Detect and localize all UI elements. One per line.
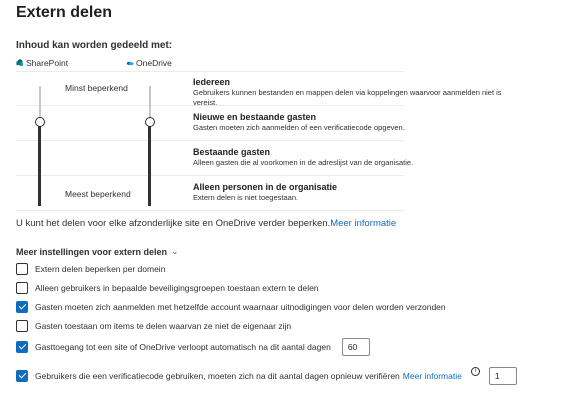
level-new-existing-guests[interactable]: [193, 112, 523, 133]
divider: [16, 140, 404, 141]
level-title: Alleen personen in de organisatie: [193, 182, 338, 192]
level-title: Bestaande gasten: [193, 147, 271, 157]
reverify-days-input[interactable]: 1: [489, 367, 517, 385]
checkbox-limit-by-domain[interactable]: [16, 263, 165, 275]
checkbox-reverify[interactable]: [16, 367, 517, 385]
chevron-down-icon: ⌄: [171, 246, 179, 256]
page-title: Extern delen: [16, 4, 113, 21]
least-restrictive-label: Minst beperkend: [65, 83, 128, 93]
most-restrictive-label: Meest beperkend: [65, 189, 131, 199]
share-with-heading: Inhoud kan worden gedeeld met:: [16, 40, 173, 51]
checkbox[interactable]: [16, 301, 28, 313]
restrict-info-text: U kunt het delen voor elke afzonderlijke site en OneDrive verder beperken.: [16, 218, 331, 229]
level-anyone[interactable]: [193, 77, 523, 108]
learn-more-link[interactable]: Meer informatie: [330, 218, 397, 229]
level-title: Nieuwe en bestaande gasten: [193, 112, 317, 122]
level-description: Gasten moeten zich aanmelden of een verificatiecode opgeven.: [193, 123, 405, 132]
checkbox[interactable]: [16, 320, 28, 332]
level-existing-guests[interactable]: [193, 147, 523, 168]
sharepoint-header: [16, 58, 68, 68]
sharepoint-label: SharePoint: [26, 58, 69, 68]
sharepoint-slider-thumb[interactable]: [35, 117, 45, 127]
checkbox-same-account[interactable]: [16, 301, 446, 313]
checkbox[interactable]: [16, 282, 28, 294]
divider: [16, 210, 404, 211]
checkbox-label: Gebruikers die een verificatiecode gebruiken, moeten zich na dit aantal dagen opnieuw verifiëren: [35, 371, 400, 381]
checkbox-guests-reshare[interactable]: [16, 320, 291, 332]
level-description: Gebruikers kunnen bestanden en mappen delen via koppelingen waarvoor aanmelden niet is vereist.: [193, 88, 502, 107]
onedrive-slider-track: [148, 122, 151, 206]
onedrive-label: OneDrive: [136, 58, 172, 68]
level-organization-only[interactable]: [193, 182, 523, 203]
checkbox-label: Gasttoegang tot een site of OneDrive verloopt automatisch na dit aantal dagen: [35, 342, 331, 352]
sharepoint-icon: [16, 59, 24, 67]
divider: [16, 175, 404, 176]
checkbox-label: Gasten toestaan om items te delen waarvan ze niet de eigenaar zijn: [35, 321, 292, 331]
sharepoint-slider-track: [38, 122, 41, 206]
level-title: Iedereen: [193, 77, 231, 87]
expiration-days-input[interactable]: 60: [342, 338, 370, 356]
more-settings-label: Meer instellingen voor extern delen: [16, 246, 168, 257]
divider: [16, 71, 404, 72]
onedrive-header: [126, 58, 172, 68]
checkbox-security-groups[interactable]: [16, 282, 319, 294]
checkbox[interactable]: [16, 370, 28, 382]
checkbox-label: Gasten moeten zich aanmelden met hetzelfde account waarnaar uitnodigingen voor delen worden verzonden: [35, 302, 446, 312]
checkbox-guest-expiration[interactable]: [16, 338, 370, 356]
more-settings-toggle[interactable]: [16, 246, 179, 257]
level-description: Extern delen is niet toegestaan.: [193, 193, 299, 202]
checkbox-label: Alleen gebruikers in bepaalde beveiligingsgroepen toestaan extern te delen: [35, 283, 319, 293]
learn-more-link[interactable]: Meer informatie: [402, 371, 462, 381]
level-description: Alleen gasten die al voorkomen in de adreslijst van de organisatie.: [193, 158, 414, 167]
checkbox-label: Extern delen beperken per domein: [35, 264, 166, 274]
onedrive-slider-thumb[interactable]: [145, 117, 155, 127]
checkbox[interactable]: [16, 341, 28, 353]
checkbox[interactable]: [16, 263, 28, 275]
info-icon[interactable]: i: [471, 367, 480, 376]
onedrive-icon: [126, 59, 134, 67]
restrict-info: [16, 218, 396, 229]
